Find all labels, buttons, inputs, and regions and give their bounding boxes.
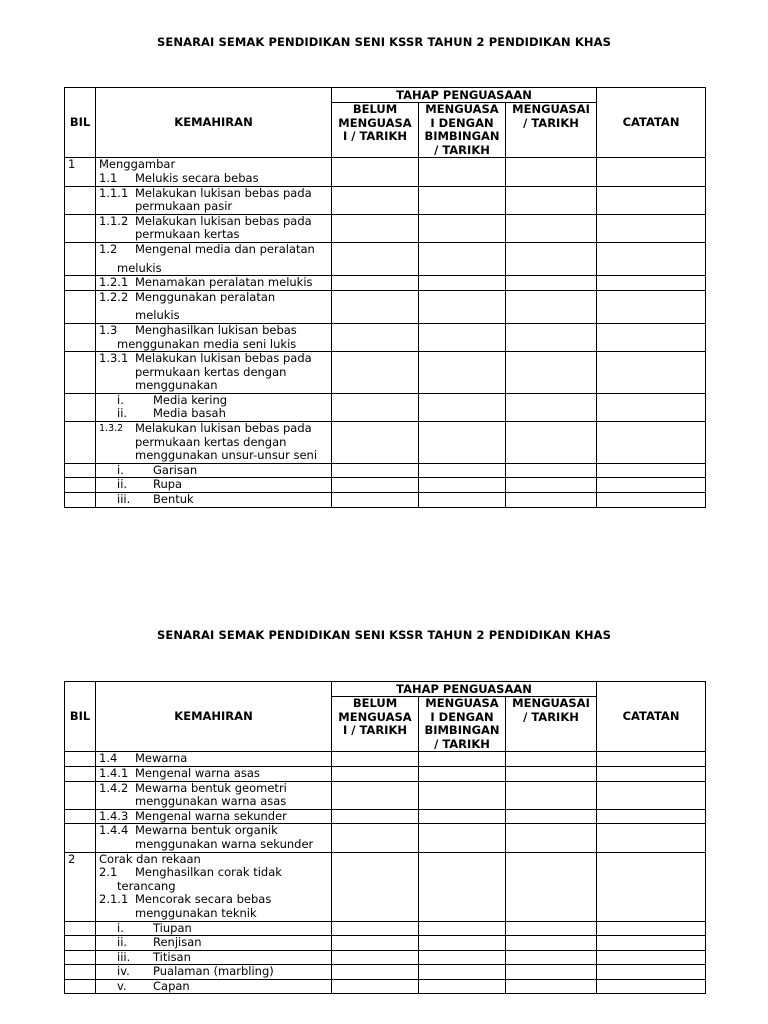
bimbingan-cell[interactable] [419,824,506,852]
menguasai-cell[interactable] [506,493,597,508]
bil-cell [65,352,96,394]
catatan-cell[interactable] [597,852,706,921]
kemahiran-cell [96,781,332,809]
belum-cell[interactable] [332,766,419,781]
skill-line: melukis [117,260,162,275]
skill-line [99,866,328,880]
header-line: BELUM [352,102,398,116]
skill-number: 1.1.1 [99,185,129,200]
table-row [65,393,706,421]
kemahiran-cell [96,214,332,242]
table-row [65,158,706,186]
header-kemahiran: KEMAHIRAN [96,88,332,158]
bimbingan-cell[interactable] [419,752,506,767]
header-menguasai [506,697,597,752]
skill-text: Pualaman (marbling) [153,964,274,979]
bimbingan-cell[interactable] [419,393,506,421]
bil-cell [65,186,96,214]
bimbingan-cell[interactable] [419,979,506,994]
roman-number: ii. [117,935,128,950]
table-row [65,352,706,394]
table-row [65,936,706,951]
skill-text: Mengenal warna sekunder [135,808,287,823]
bil-cell [65,979,96,994]
bil-cell [65,965,96,980]
header-line: MENGUASAI [512,102,590,116]
skill-number: 1.3.2 [99,423,124,435]
bimbingan-cell[interactable] [419,290,506,323]
belum-cell[interactable] [332,186,419,214]
skill-number: 1.1.2 [99,213,129,228]
bimbingan-cell[interactable] [419,965,506,980]
header-bil: BIL [65,682,96,752]
catatan-cell[interactable] [597,781,706,809]
bimbingan-cell[interactable] [419,936,506,951]
skill-text: Mengenal warna asas [135,765,260,780]
header-line: I / TARIKH [342,723,407,738]
catatan-cell[interactable] [597,352,706,394]
header-line: MENGUASA [338,709,412,724]
skill-line [99,324,328,338]
catatan-cell[interactable] [597,323,706,351]
bimbingan-cell[interactable] [419,323,506,351]
skill-line [99,493,328,507]
bimbingan-cell[interactable] [419,781,506,809]
table-header [65,682,706,752]
belum-cell[interactable] [332,824,419,852]
menguasai-cell[interactable] [506,979,597,994]
skill-number: 1.3 [99,322,118,337]
checklist-table [64,681,706,994]
bimbingan-cell[interactable] [419,352,506,394]
bimbingan-cell[interactable] [419,852,506,921]
roman-number: i. [117,392,124,407]
skill-number: 1.1 [99,170,118,185]
kemahiran-cell [96,478,332,493]
menguasai-cell[interactable] [506,852,597,921]
header-line: BIMBINGAN [424,723,500,738]
header-line: I DENGAN [430,115,494,130]
skill-number: 1.2.2 [99,289,129,304]
skill-line: melukis [135,308,180,323]
header-line: MENGUASA [425,696,499,710]
skill-line: permukaan kertas dengan [135,434,287,449]
skill-line: menggunakan warna sekunder [135,836,314,851]
menguasai-cell[interactable] [506,276,597,291]
table-row [65,781,706,809]
kemahiran-cell [96,809,332,824]
kemahiran-cell [96,393,332,421]
skill-text: Renjisan [153,935,202,950]
header-line: I DENGAN [430,709,494,724]
header-line: MENGUASAI [512,696,590,710]
header-line: / TARIKH [434,736,490,751]
skill-text: Melakukan lukisan bebas pada [135,351,312,366]
header-line: BIMBINGAN [424,129,500,144]
table-row [65,186,706,214]
bimbingan-cell[interactable] [419,186,506,214]
skill-text: Media basah [153,406,226,421]
belum-cell[interactable] [332,352,419,394]
table-row [65,852,706,921]
skill-line [99,810,328,824]
roman-number: ii. [117,477,128,492]
bimbingan-cell[interactable] [419,158,506,186]
kemahiran-cell [96,242,332,275]
bil-cell [65,950,96,965]
bimbingan-cell[interactable] [419,463,506,478]
bimbingan-cell[interactable] [419,276,506,291]
skill-number: 1.4.1 [99,765,129,780]
bil-cell [65,290,96,323]
kemahiran-cell [96,766,332,781]
bimbingan-cell[interactable] [419,921,506,936]
table-row [65,463,706,478]
belum-cell[interactable] [332,965,419,980]
header-belum-menguasai [332,697,419,752]
skill-line [99,965,328,979]
skill-line [99,172,328,186]
belum-cell[interactable] [332,393,419,421]
skill-text: Rupa [153,477,183,492]
skill-text: Tiupan [153,920,192,935]
catatan-cell[interactable] [597,950,706,965]
belum-cell[interactable] [332,463,419,478]
belum-cell[interactable] [332,214,419,242]
table-row [65,290,706,323]
roman-number: iv. [117,964,130,979]
menguasai-cell[interactable] [506,921,597,936]
skill-line [99,187,328,201]
menguasai-cell[interactable] [506,186,597,214]
belum-cell[interactable] [332,809,419,824]
belum-cell[interactable] [332,781,419,809]
skill-line [99,936,328,950]
skill-line [99,922,328,936]
catatan-cell[interactable] [597,422,706,464]
menguasai-cell[interactable] [506,766,597,781]
bil-cell [65,323,96,351]
header-tahap-penguasaan: TAHAP PENGUASAAN [332,88,597,103]
skill-text: Mengenal media dan peralatan [135,241,315,256]
menguasai-cell[interactable] [506,242,597,275]
skill-text: Melakukan lukisan bebas pada [135,421,312,436]
menguasai-cell[interactable] [506,422,597,464]
belum-cell[interactable] [332,752,419,767]
table-row [65,422,706,464]
bil-cell [65,824,96,852]
menguasai-cell[interactable] [506,290,597,323]
header-tahap-penguasaan: TAHAP PENGUASAAN [332,682,597,697]
belum-cell[interactable] [332,936,419,951]
header-line: MENGUASA [338,115,412,130]
bimbingan-cell[interactable] [419,766,506,781]
skill-number: 2.1.1 [99,892,129,907]
menguasai-cell[interactable] [506,478,597,493]
catatan-cell[interactable] [597,766,706,781]
skill-line [99,478,328,492]
header-catatan: CATATAN [597,682,706,752]
bil-cell [65,752,96,767]
table-row [65,276,706,291]
bil-cell [65,276,96,291]
skill-line [99,352,328,366]
header-line: I / TARIKH [342,129,407,144]
table-header [65,88,706,158]
skill-line: Menggambar [99,157,176,172]
catatan-cell[interactable] [597,493,706,508]
skill-line: menggunakan teknik [135,905,257,920]
catatan-cell[interactable] [597,936,706,951]
kemahiran-cell [96,158,332,186]
skill-text: Bentuk [153,492,194,507]
bil-cell [65,214,96,242]
skill-line: terancang [117,878,176,893]
table-row [65,478,706,493]
catatan-cell[interactable] [597,214,706,242]
menguasai-cell[interactable] [506,352,597,394]
kemahiran-cell [96,463,332,478]
table-row [65,242,706,275]
catatan-cell[interactable] [597,186,706,214]
bimbingan-cell[interactable] [419,493,506,508]
table-row [65,766,706,781]
menguasai-cell[interactable] [506,463,597,478]
menguasai-cell[interactable] [506,965,597,980]
kemahiran-cell [96,422,332,464]
skill-text: Garisan [153,462,198,477]
table-row [65,979,706,994]
skill-line [99,243,328,257]
kemahiran-cell [96,852,332,921]
belum-cell[interactable] [332,422,419,464]
bimbingan-cell[interactable] [419,214,506,242]
skill-line: permukaan pasir [135,199,233,214]
belum-cell[interactable] [332,852,419,921]
bil-cell: 1 [65,158,96,186]
menguasai-cell[interactable] [506,950,597,965]
skill-text: Melukis secara bebas [135,170,259,185]
belum-cell[interactable] [332,493,419,508]
skill-number: 1.4.4 [99,823,129,838]
bimbingan-cell[interactable] [419,809,506,824]
bil-cell [65,936,96,951]
skill-text: Mewarna bentuk organik [135,823,278,838]
skill-line [99,215,328,229]
belum-cell[interactable] [332,242,419,275]
table-row [65,809,706,824]
kemahiran-cell [96,936,332,951]
skill-line: menggunakan unsur-unsur seni [135,448,318,463]
skill-line [99,980,328,994]
skill-line: permukaan kertas [135,227,240,242]
skill-text: Titisan [153,949,191,964]
belum-cell[interactable] [332,290,419,323]
catatan-cell[interactable] [597,242,706,275]
catatan-cell[interactable] [597,463,706,478]
skill-line [99,407,328,421]
catatan-cell[interactable] [597,965,706,980]
catatan-cell[interactable] [597,393,706,421]
checklist-table [64,87,706,508]
catatan-cell[interactable] [597,276,706,291]
catatan-cell[interactable] [597,921,706,936]
skill-number: 1.3.1 [99,351,129,366]
roman-number: i. [117,462,124,477]
bimbingan-cell[interactable] [419,242,506,275]
header-kemahiran: KEMAHIRAN [96,682,332,752]
table-row [65,921,706,936]
skill-text: Menghasilkan lukisan bebas [135,322,297,337]
menguasai-cell[interactable] [506,158,597,186]
bil-cell [65,921,96,936]
skill-line [99,951,328,965]
bimbingan-cell[interactable] [419,478,506,493]
skill-line: menggunakan warna asas [135,794,287,809]
skill-line [99,752,328,766]
belum-cell[interactable] [332,950,419,965]
header-line: BELUM [352,696,398,710]
bil-cell [65,478,96,493]
skill-line [99,276,328,290]
roman-number: iii. [117,949,131,964]
belum-cell[interactable] [332,979,419,994]
kemahiran-cell [96,824,332,852]
menguasai-cell[interactable] [506,752,597,767]
skill-number: 1.2.1 [99,275,129,290]
table-row [65,493,706,508]
kemahiran-cell [96,921,332,936]
table-row [65,824,706,852]
table-row [65,950,706,965]
skill-text: Melakukan lukisan bebas pada [135,213,312,228]
bil-cell [65,809,96,824]
skill-line [99,824,328,838]
header-line: MENGUASA [425,102,499,116]
skill-text: Media kering [153,392,228,407]
skill-line [99,893,328,907]
skill-text: Menamakan peralatan melukis [135,275,313,290]
header-line: / TARIKH [523,115,579,130]
catatan-cell[interactable] [597,478,706,493]
skill-line [99,782,328,796]
skill-line: Corak dan rekaan [99,851,201,866]
kemahiran-cell [96,186,332,214]
skill-number: 1.2 [99,241,118,256]
bil-cell [65,393,96,421]
bimbingan-cell[interactable] [419,950,506,965]
bil-cell [65,422,96,464]
header-belum-menguasai [332,103,419,158]
header-line: / TARIKH [434,142,490,157]
header-line: / TARIKH [523,709,579,724]
kemahiran-cell [96,979,332,994]
kemahiran-cell [96,752,332,767]
catatan-cell[interactable] [597,979,706,994]
catatan-cell[interactable] [597,824,706,852]
menguasai-cell[interactable] [506,393,597,421]
table-row [65,323,706,351]
header-menguasai-dengan-bimbingan [419,103,506,158]
bil-cell [65,493,96,508]
header-catatan: CATATAN [597,88,706,158]
skill-text: Mewarna bentuk geometri [135,780,287,795]
kemahiran-cell [96,493,332,508]
roman-number: v. [117,978,127,993]
skill-text: Capan [153,978,190,993]
skill-line: permukaan kertas dengan [135,364,287,379]
belum-cell[interactable] [332,158,419,186]
skill-line [99,422,328,436]
bil-cell [65,766,96,781]
belum-cell[interactable] [332,276,419,291]
skill-line: menggunakan media seni lukis [117,336,297,351]
roman-number: ii. [117,406,128,421]
header-menguasai-dengan-bimbingan [419,697,506,752]
catatan-cell[interactable] [597,809,706,824]
table-row [65,965,706,980]
roman-number: i. [117,920,124,935]
skill-text: Mewarna [135,751,188,766]
table-row [65,752,706,767]
bimbingan-cell[interactable] [419,422,506,464]
bil-cell [65,781,96,809]
bil-cell: 2 [65,852,96,921]
skill-line [99,464,328,478]
header-menguasai [506,103,597,158]
bil-cell [65,242,96,275]
skill-line [99,291,328,305]
menguasai-cell[interactable] [506,214,597,242]
page-title: SENARAI SEMAK PENDIDIKAN SENI KSSR TAHUN 2 PENDIDIKAN KHAS [157,35,611,49]
catatan-cell[interactable] [597,752,706,767]
skill-line: menggunakan [135,378,218,393]
bil-cell [65,463,96,478]
menguasai-cell[interactable] [506,824,597,852]
skill-line [99,767,328,781]
kemahiran-cell [96,323,332,351]
skill-text: Mencorak secara bebas [135,892,272,907]
skill-text: Menggunakan peralatan [135,289,276,304]
page-title: SENARAI SEMAK PENDIDIKAN SENI KSSR TAHUN 2 PENDIDIKAN KHAS [157,628,611,642]
header-bil: BIL [65,88,96,158]
kemahiran-cell [96,950,332,965]
skill-number: 1.4.3 [99,808,129,823]
belum-cell[interactable] [332,323,419,351]
menguasai-cell[interactable] [506,781,597,809]
skill-number: 2.1 [99,865,118,880]
kemahiran-cell [96,965,332,980]
kemahiran-cell [96,352,332,394]
skill-text: Menghasilkan corak tidak [135,865,282,880]
catatan-cell[interactable] [597,290,706,323]
kemahiran-cell [96,290,332,323]
menguasai-cell[interactable] [506,809,597,824]
skill-line [99,394,328,408]
menguasai-cell[interactable] [506,936,597,951]
menguasai-cell[interactable] [506,323,597,351]
table-row [65,214,706,242]
belum-cell[interactable] [332,921,419,936]
skill-number: 1.4.2 [99,780,129,795]
skill-number: 1.4 [99,751,118,766]
kemahiran-cell [96,276,332,291]
catatan-cell[interactable] [597,158,706,186]
skill-text: Melakukan lukisan bebas pada [135,185,312,200]
belum-cell[interactable] [332,478,419,493]
roman-number: iii. [117,492,131,507]
